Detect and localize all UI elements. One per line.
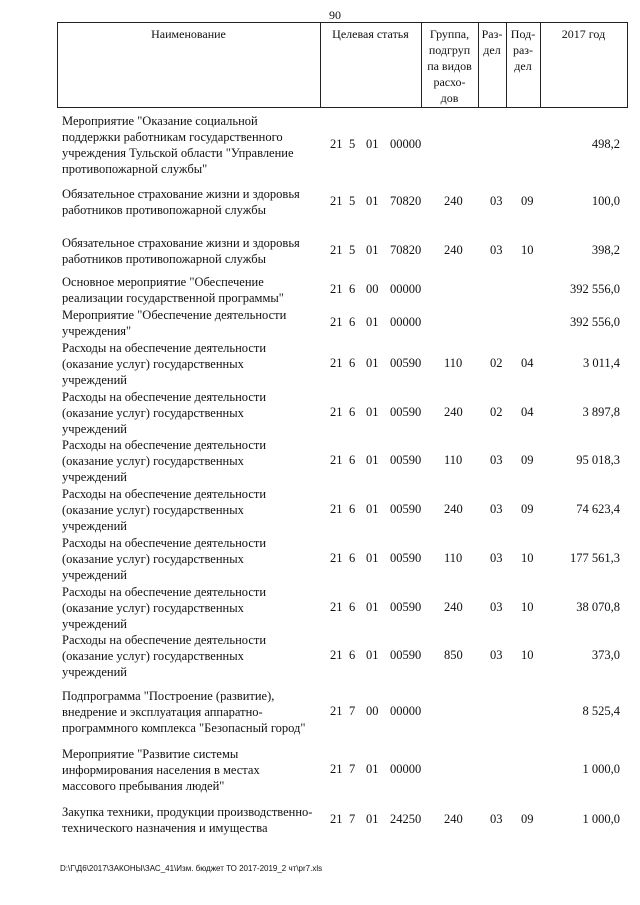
- row-c: 01: [366, 194, 379, 208]
- header-group-line: дов: [440, 91, 459, 105]
- table-row: [0, 535, 640, 583]
- row-c: 01: [366, 812, 379, 826]
- row-name: [62, 186, 324, 218]
- row-name-line: Закупка техники, продукции производственно-: [62, 805, 313, 819]
- row-b: 5: [349, 137, 356, 151]
- row-a: 21: [330, 243, 343, 257]
- row-b: 6: [349, 648, 356, 662]
- row-b: 6: [349, 453, 356, 467]
- table-row: [0, 274, 640, 306]
- row-section: 02: [490, 405, 503, 419]
- row-a: 21: [330, 762, 343, 776]
- row-name: [62, 113, 324, 177]
- table-row: [0, 340, 640, 388]
- row-name-line: работников противопожарной службы: [62, 203, 266, 217]
- row-c: 01: [366, 356, 379, 370]
- row-a: 21: [330, 551, 343, 565]
- header-top-border: [57, 22, 628, 23]
- row-name: [62, 632, 324, 680]
- header-divider: [627, 22, 628, 108]
- row-d: 00590: [390, 600, 422, 614]
- row-amount: 38 070,8: [576, 600, 620, 614]
- row-name: [62, 235, 324, 267]
- row-c: 01: [366, 137, 379, 151]
- row-subsection: 10: [521, 600, 534, 614]
- table-row: [0, 632, 640, 680]
- header-group-line: расхо-: [433, 75, 466, 89]
- row-b: 6: [349, 502, 356, 516]
- row-name-line: (оказание услуг) государственных: [62, 552, 244, 566]
- header-subsection-line: дел: [514, 59, 532, 73]
- row-name: [62, 307, 324, 339]
- row-d: 00590: [390, 648, 422, 662]
- header-group-line: Группа,: [429, 27, 470, 41]
- row-name: [62, 274, 324, 306]
- row-section: 02: [490, 356, 503, 370]
- row-section: 03: [490, 243, 503, 257]
- row-name: [62, 437, 324, 485]
- row-subsection: 09: [521, 194, 534, 208]
- row-subsection: 04: [521, 356, 534, 370]
- row-name-line: (оказание услуг) государственных: [62, 406, 244, 420]
- header-section: [478, 26, 506, 58]
- row-c: 00: [366, 704, 379, 718]
- row-subsection: 09: [521, 812, 534, 826]
- row-name-line: Расходы на обеспечение деятельности: [62, 390, 267, 404]
- row-amount: 392 556,0: [570, 282, 620, 296]
- row-subsection: 04: [521, 405, 534, 419]
- row-name-line: противопожарной службы": [62, 162, 208, 176]
- row-section: 03: [490, 648, 503, 662]
- row-a: 21: [330, 137, 343, 151]
- row-b: 6: [349, 315, 356, 329]
- row-c: 01: [366, 405, 379, 419]
- row-c: 01: [366, 315, 379, 329]
- row-name-line: учреждений: [62, 519, 127, 533]
- row-d: 00000: [390, 282, 422, 296]
- row-c: 01: [366, 600, 379, 614]
- row-a: 21: [330, 315, 343, 329]
- header-group: [421, 26, 478, 106]
- row-name-line: Расходы на обеспечение деятельности: [62, 585, 267, 599]
- row-group: 240: [444, 502, 463, 516]
- row-subsection: 10: [521, 648, 534, 662]
- row-d: 70820: [390, 243, 422, 257]
- header-subsection: [506, 26, 540, 74]
- row-amount: 373,0: [591, 648, 620, 662]
- row-amount: 392 556,0: [570, 315, 620, 329]
- row-d: 00000: [390, 704, 422, 718]
- header-group-line: па видов: [427, 59, 472, 73]
- row-d: 00590: [390, 453, 422, 467]
- row-amount: 1 000,0: [582, 762, 620, 776]
- table-row: [0, 688, 640, 736]
- row-name: [62, 389, 324, 437]
- row-section: 03: [490, 453, 503, 467]
- row-b: 6: [349, 551, 356, 565]
- row-group: 110: [444, 551, 463, 565]
- row-name-line: (оказание услуг) государственных: [62, 454, 244, 468]
- header-subsection-line: раз-: [512, 43, 534, 57]
- row-a: 21: [330, 812, 343, 826]
- row-b: 6: [349, 405, 356, 419]
- row-b: 7: [349, 812, 356, 826]
- row-d: 24250: [390, 812, 422, 826]
- row-name: [62, 746, 324, 794]
- row-name-line: (оказание услуг) государственных: [62, 649, 244, 663]
- row-amount: 177 561,3: [570, 551, 620, 565]
- header-year: 2017 год: [561, 27, 606, 41]
- row-name: [62, 688, 324, 736]
- row-group: 110: [444, 453, 463, 467]
- row-name-line: Расходы на обеспечение деятельности: [62, 487, 267, 501]
- row-b: 5: [349, 243, 356, 257]
- row-name-line: реализации государственной программы": [62, 291, 284, 305]
- row-name-line: Основное мероприятие "Обеспечение: [62, 275, 264, 289]
- file-path-footer: D:\Г\Д6\2017\ЗАКОНЫ\ЗАС_41\Изм. бюджет ТО 2017-2019_2 чт\pr7.xls: [60, 864, 323, 873]
- row-amount: 498,2: [591, 137, 620, 151]
- header-bottom-border: [57, 107, 628, 108]
- header-target-article: Целевая статья: [332, 27, 409, 41]
- row-group: 240: [444, 405, 463, 419]
- row-b: 6: [349, 356, 356, 370]
- row-name-line: (оказание услуг) государственных: [62, 503, 244, 517]
- table-row: [0, 113, 640, 177]
- row-name-line: массового пребывания людей": [62, 779, 225, 793]
- row-d: 00000: [390, 762, 422, 776]
- row-group: 240: [444, 812, 463, 826]
- header-section-line: Раз-: [481, 27, 503, 41]
- row-amount: 95 018,3: [576, 453, 620, 467]
- table-row: [0, 584, 640, 632]
- table-row: [0, 186, 640, 218]
- row-section: 03: [490, 812, 503, 826]
- row-name-line: технического назначения и имущества: [62, 821, 268, 835]
- row-a: 21: [330, 704, 343, 718]
- row-name-line: учреждений: [62, 470, 127, 484]
- row-name-line: Обязательное страхование жизни и здоровья: [62, 187, 300, 201]
- header-section-line: дел: [483, 43, 501, 57]
- header-name: Наименование: [151, 27, 226, 41]
- row-section: 03: [490, 551, 503, 565]
- row-a: 21: [330, 502, 343, 516]
- table-row: [0, 235, 640, 267]
- row-section: 03: [490, 600, 503, 614]
- table-row: [0, 389, 640, 437]
- row-c: 01: [366, 551, 379, 565]
- row-group: 850: [444, 648, 463, 662]
- row-name-line: учреждений: [62, 373, 127, 387]
- row-amount: 3 897,8: [582, 405, 620, 419]
- row-a: 21: [330, 648, 343, 662]
- row-name-line: внедрение и эксплуатация аппаратно-: [62, 705, 263, 719]
- row-section: 03: [490, 502, 503, 516]
- row-subsection: 10: [521, 551, 534, 565]
- row-name: [62, 535, 324, 583]
- row-name-line: поддержки работникам государственного: [62, 130, 283, 144]
- row-d: 00590: [390, 502, 422, 516]
- row-a: 21: [330, 405, 343, 419]
- row-c: 01: [366, 453, 379, 467]
- row-b: 5: [349, 194, 356, 208]
- row-d: 00000: [390, 315, 422, 329]
- row-c: 01: [366, 762, 379, 776]
- row-name-line: Расходы на обеспечение деятельности: [62, 341, 267, 355]
- row-name: [62, 340, 324, 388]
- row-name-line: (оказание услуг) государственных: [62, 357, 244, 371]
- row-name-line: Расходы на обеспечение деятельности: [62, 438, 267, 452]
- row-amount: 74 623,4: [576, 502, 620, 516]
- row-a: 21: [330, 453, 343, 467]
- row-b: 6: [349, 282, 356, 296]
- row-a: 21: [330, 282, 343, 296]
- row-b: 7: [349, 762, 356, 776]
- row-name-line: учреждений: [62, 568, 127, 582]
- row-name-line: Расходы на обеспечение деятельности: [62, 633, 267, 647]
- row-b: 6: [349, 600, 356, 614]
- row-group: 240: [444, 194, 463, 208]
- row-a: 21: [330, 194, 343, 208]
- row-name-line: учреждений: [62, 617, 127, 631]
- row-d: 70820: [390, 194, 422, 208]
- row-group: 240: [444, 243, 463, 257]
- row-d: 00590: [390, 551, 422, 565]
- row-name: [62, 584, 324, 632]
- row-c: 01: [366, 502, 379, 516]
- row-name-line: информирования населения в местах: [62, 763, 260, 777]
- row-d: 00590: [390, 405, 422, 419]
- row-name-line: Подпрограмма "Построение (развитие),: [62, 689, 275, 703]
- row-name-line: Расходы на обеспечение деятельности: [62, 536, 267, 550]
- row-name-line: Мероприятие "Развитие системы: [62, 747, 239, 761]
- row-subsection: 09: [521, 453, 534, 467]
- table-row: [0, 486, 640, 534]
- row-subsection: 10: [521, 243, 534, 257]
- row-name-line: работников противопожарной службы: [62, 252, 266, 266]
- row-c: 01: [366, 648, 379, 662]
- row-name-line: учреждений: [62, 422, 127, 436]
- row-a: 21: [330, 600, 343, 614]
- row-name-line: учреждений: [62, 665, 127, 679]
- row-group: 110: [444, 356, 463, 370]
- row-subsection: 09: [521, 502, 534, 516]
- row-name-line: учреждения": [62, 324, 132, 338]
- table-row: [0, 804, 640, 836]
- row-c: 01: [366, 243, 379, 257]
- table-header: [57, 22, 628, 108]
- row-d: 00590: [390, 356, 422, 370]
- row-amount: 3 011,4: [582, 356, 620, 370]
- row-amount: 1 000,0: [582, 812, 620, 826]
- row-a: 21: [330, 356, 343, 370]
- row-name-line: (оказание услуг) государственных: [62, 601, 244, 615]
- row-d: 00000: [390, 137, 422, 151]
- row-section: 03: [490, 194, 503, 208]
- row-name: [62, 486, 324, 534]
- row-name-line: учреждения Тульской области "Управление: [62, 146, 294, 160]
- table-row: [0, 437, 640, 485]
- table-row: [0, 746, 640, 794]
- row-c: 00: [366, 282, 379, 296]
- row-group: 240: [444, 600, 463, 614]
- row-amount: 8 525,4: [582, 704, 620, 718]
- row-b: 7: [349, 704, 356, 718]
- row-name-line: Обязательное страхование жизни и здоровья: [62, 236, 300, 250]
- table-row: [0, 307, 640, 339]
- row-name-line: Мероприятие "Обеспечение деятельности: [62, 308, 287, 322]
- row-amount: 398,2: [591, 243, 620, 257]
- header-group-line: подгруп: [428, 43, 471, 57]
- row-name: [62, 804, 324, 836]
- row-name-line: Мероприятие "Оказание социальной: [62, 114, 258, 128]
- row-name-line: программного комплекса "Безопасный город": [62, 721, 306, 735]
- header-subsection-line: Под-: [510, 27, 536, 41]
- row-amount: 100,0: [591, 194, 620, 208]
- page-number: 90: [329, 8, 341, 22]
